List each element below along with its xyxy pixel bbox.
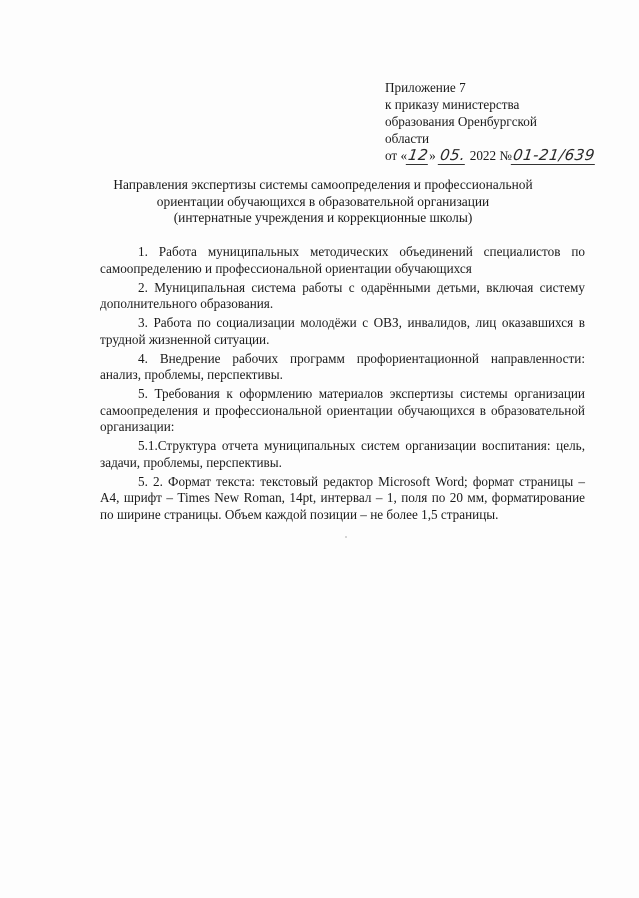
document-title xyxy=(95,177,551,227)
title-line-3: (интернатные учреждения и коррекционные школы) xyxy=(173,210,473,225)
list-item: 1. Работа муниципальных методических объединений специалистов по самоопределению и профессиональной ориентации обучающихся xyxy=(100,244,585,276)
appendix-line-ministry: образования Оренбургской xyxy=(385,114,537,129)
scan-speck xyxy=(345,536,347,538)
appendix-title: Приложение 7 xyxy=(385,80,466,95)
list-item: 2. Муниципальная система работы с одарёнными детьми, включая систему дополнительного образования. xyxy=(100,279,585,311)
list-item: 4. Внедрение рабочих программ профориентационной направленности: анализ, проблемы, перспективы. xyxy=(100,350,585,382)
document-body xyxy=(100,244,585,526)
date-mid: » xyxy=(429,148,436,163)
list-item: 5.1.Структура отчета муниципальных систем организации воспитания: цель, задачи, проблемы, перспективы. xyxy=(100,438,585,470)
appendix-line-region: области xyxy=(385,131,430,146)
list-item: 3. Работа по социализации молодёжи с ОВЗ, инвалидов, лиц оказавшихся в трудной жизненной ситуации. xyxy=(100,315,585,347)
handwritten-month: 05. xyxy=(438,146,467,164)
title-line-2: ориентации обучающихся в образовательной организации xyxy=(156,193,490,209)
date-prefix: от « xyxy=(385,148,408,163)
handwritten-order-number: 01-21/639 xyxy=(511,146,597,164)
order-date-line xyxy=(385,147,615,165)
appendix-line-order: к приказу министерства xyxy=(385,97,520,112)
list-item: 5. Требования к оформлению материалов экспертизы системы организации самоопределения и профессиональной ориентации обучающихся в образовательной организации: xyxy=(100,386,585,434)
list-item: 5. 2. Формат текста: текстовый редактор Microsoft Word; формат страницы – А4, шрифт – Times New Roman, 14pt, интервал – 1, поля по 20 мм, форматирование по ширине страницы. Объем каждой позиции – не более 1,5 страницы. xyxy=(100,473,585,522)
date-year: 2022 № xyxy=(469,148,512,163)
handwritten-day: 12 xyxy=(406,146,430,164)
title-line-1: Направления экспертизы системы самоопределения и профессиональной xyxy=(113,177,533,192)
appendix-header xyxy=(385,79,615,165)
